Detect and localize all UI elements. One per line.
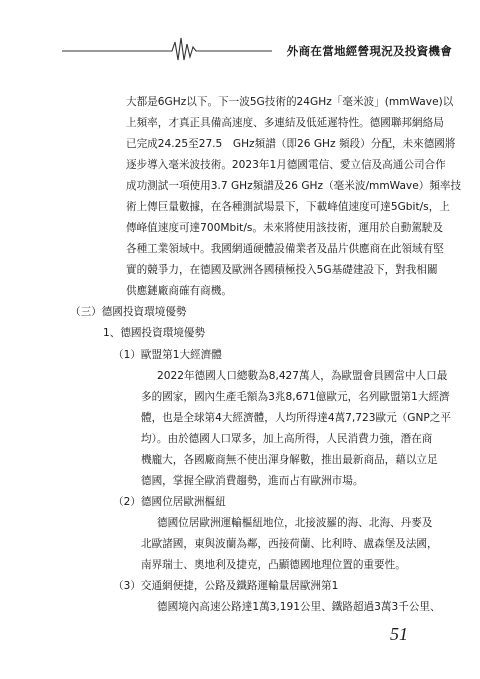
body-line: 供應鏈廠商確有商機。 (126, 285, 232, 297)
subsection-heading: 1、德國投資環境優勢 (103, 327, 206, 339)
pulse-line-decoration (168, 38, 214, 60)
body-line: 傳峰值速度可達700Mbit/s。未來將使用該技術，運用於自動駕駛及 (126, 222, 444, 234)
header-title: 外商在當地經營現況及投資機會 (286, 44, 452, 58)
body-line: 各種工業領域中。我國網通硬體設備業者及晶片供應商在此領域有堅 (126, 243, 444, 255)
item-line: 北歐諸國，東與波蘭為鄰，西接荷蘭、比利時、盧森堡及法國， (141, 538, 438, 550)
header-rule (0, 0, 480, 70)
body-line: 大都是6GHz以下。下一波5G技術的24GHz「毫米波」(mmWave)以 (126, 96, 454, 108)
item-line: 機龐大，各國廠商無不使出渾身解數，推出最新商品，藉以立足 (141, 454, 438, 466)
body-line: 術上傳巨量數據，在各種測試場景下，下載峰值速度可達5Gbit/s，上 (126, 201, 450, 213)
body-line: 上頻率，才真正具備高速度、多連結及低延遲特性。德國聯邦網絡局 (126, 117, 444, 129)
item-line: 2022年德國人口總數為8,427萬人，為歐盟會員國當中人口最 (157, 370, 448, 382)
page-number: 51 (390, 624, 408, 644)
item-line: 德國位居歐洲運輸樞紐地位，北接波羅的海、北海、丹麥及 (157, 517, 433, 529)
section-heading: （三）德國投資環境優勢 (70, 306, 187, 318)
item-line: 均）。由於德國人口眾多，加上高所得，人民消費力強，潛在商 (141, 433, 433, 445)
item-line: 多的國家，國內生產毛額為3兆8,671億歐元，名列歐盟第1大經濟 (141, 391, 450, 403)
item-line: 南界瑞士、奧地利及捷克，凸顯德國地理位置的重要性。 (141, 559, 406, 571)
item-line: 德國境內高速公路達1萬3,191公里、鐵路超過3萬3千公里、 (157, 601, 441, 613)
item-line: 德國，掌握全歐消費趨勢，進而占有歐洲市場。 (141, 475, 364, 487)
item-heading: （1）歐盟第1大經濟體 (113, 349, 222, 361)
body-line: 已完成24.25至27.5 GHz頻譜（即26 GHz 頻段）分配，未來德國將 (126, 138, 456, 150)
body-line: 實的競爭力，在德國及歐洲各國積極投入5G基礎建設下，對我相關 (126, 264, 438, 276)
page-header (0, 0, 480, 70)
body-line: 逐步導入毫米波技術。2023年1月德國電信、愛立信及高通公司合作 (126, 159, 446, 171)
item-heading: （3）交通網便捷，公路及鐵路運輸量居歐洲第1 (113, 580, 339, 592)
item-line: 體，也是全球第4大經濟體，人均所得達4萬7,723歐元（GNP之平 (141, 412, 451, 424)
body-line: 成功測試一項使用3.7 GHz頻譜及26 GHz（毫米波/mmWave）頻率技 (126, 180, 462, 192)
item-heading: （2）德國位居歐洲樞紐 (113, 496, 226, 508)
